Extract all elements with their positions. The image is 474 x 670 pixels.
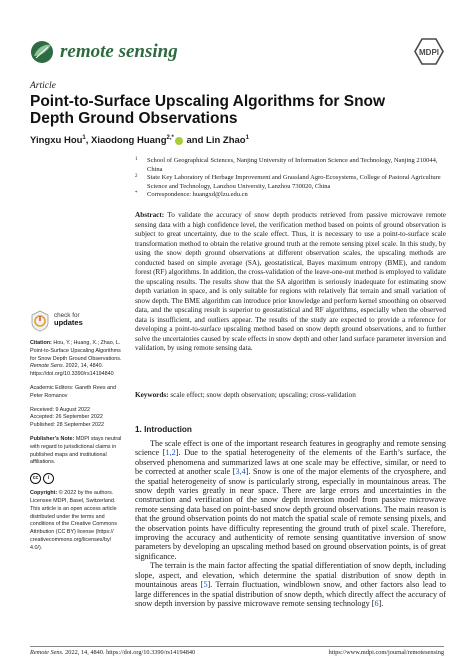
editors-text: Gareth Rees and Peter Romanov xyxy=(30,384,117,399)
paragraph-text: ]. xyxy=(378,598,384,608)
author-sep: , xyxy=(85,135,92,147)
check-updates-line2: updates xyxy=(54,318,83,327)
copyright-block xyxy=(30,490,122,552)
orcid-icon[interactable] xyxy=(175,137,183,145)
author-sep: and xyxy=(183,135,207,147)
footer-journal: Remote Sens. xyxy=(30,649,64,656)
paragraph-text: The scale effect is one of the important research features in geography and remote sensing science [ xyxy=(135,439,446,458)
publisher-note-label: Publisher’s Note: xyxy=(30,435,75,442)
author-name[interactable]: Xiaodong Huang xyxy=(91,135,167,147)
copyright-text: © 2022 by the authors. Licensee MDPI, Basel, Switzerland. This article is an open access article distributed under the terms and conditions of the Creative Commons Attribution (CC BY) license (https:// creativecommons.org/licenses/by/ 4.0/). xyxy=(30,490,117,551)
affiliations xyxy=(135,157,445,200)
affiliation-text: School of Geographical Sciences, Nanjing University of Information Science and Technology, Nanjing 210044, China xyxy=(147,157,438,173)
article-title: Point-to-Surface Upscaling Algorithms for Snow Depth Ground Observations xyxy=(30,93,386,127)
paragraph xyxy=(135,439,446,561)
citation-journal: Remote Sens. xyxy=(30,363,65,370)
paragraph-text: ]. Snow is one of the major elements of the cryosphere, and the spatial heterogeneity of snow is particularly strong, especially in mountainous areas. The snow depth varies greatly in near space. There are large errors and uncertainties in the construction and verification of the snow depth inversion model from passive microwave remote sensing data based on point-based snow depth ground observations. The main reason is that the ground observation points do not match the spatial scale of remote sensing pixels, and the observation points have difficulty representing the ground truth of pixel scale. Therefore, improving the accuracy and authenticity of remote sensing quantitative inversion of snow parameters by developing an upscaling method based on ground observation points, is of great significance. xyxy=(135,467,446,561)
check-updates-icon xyxy=(30,310,50,332)
affiliation-text: State Key Laboratory of Herbage Improvement and Grassland Agro-Ecosystems, College of Pastoral Agriculture Science and Technology, Lanzhou University, Lanzhou 730020, China xyxy=(147,174,441,190)
citation-link[interactable]: 5 xyxy=(203,580,208,590)
citation-label: Citation: xyxy=(30,340,52,346)
editors-label: Academic Editors: xyxy=(30,384,74,391)
abstract-label: Abstract: xyxy=(135,211,165,219)
citation-text: Hou, Y.; Huang, X.; Zhao, L. Point-to-Surface Upscaling Algorithms for Snow Depth Ground Observations. xyxy=(30,340,122,362)
check-updates-line1: check for xyxy=(54,312,80,319)
publisher-note xyxy=(30,436,122,467)
citation-block xyxy=(30,340,122,379)
affiliation-item xyxy=(135,157,445,174)
article-type: Article xyxy=(30,81,56,91)
editors-block xyxy=(30,385,122,401)
affiliation-number: * xyxy=(135,191,138,197)
citation-doi[interactable]: 2022, 14, 4840. https://doi.org/10.3390/rs14194840 xyxy=(30,363,114,378)
affiliation-number: 2 xyxy=(135,174,138,180)
section-heading-introduction: 1. Introduction xyxy=(135,425,192,434)
abstract xyxy=(135,211,446,354)
mdpi-logo-text: MDPI xyxy=(419,48,439,57)
citation-link[interactable]: 1,2 xyxy=(165,448,176,458)
received-date: Received: 9 August 2022 xyxy=(30,406,90,413)
journal-name: remote sensing xyxy=(60,41,178,62)
footer-citation xyxy=(30,649,195,656)
published-date: Published: 28 September 2022 xyxy=(30,422,105,429)
accepted-date: Accepted: 26 September 2022 xyxy=(30,414,103,421)
check-for-updates-button[interactable] xyxy=(30,308,110,336)
introduction-body xyxy=(135,439,446,608)
paragraph-text: ]. Terrain fluctuation, windblown snow, and other factors also lead to large differences in the spatial distribution of snow depth, which directly affect the accuracy of snow depth inversion by passive microwave remote sensing technology [ xyxy=(135,580,446,608)
copyright-label: Copyright: xyxy=(30,490,58,497)
footer-journal-url[interactable]: https://www.mdpi.com/journal/remotesensing xyxy=(328,649,444,656)
paragraph-text: The terrain is the main factor affecting the spatial differentiation of snow depth, including slope, aspect, and elevation, which determine the spatial distribution of snow depth in mountainous areas [ xyxy=(135,561,446,590)
footer-divider xyxy=(30,646,444,647)
paragraph-text: ]. Due to the spatial heterogeneity of the elements of the Earth’s surface, the observed phenomena and summarized laws at one scale may be effective, similar, or need to be corrected at another scale [ xyxy=(135,448,446,477)
keywords-label: Keywords: xyxy=(135,391,169,399)
author-sup: 2,* xyxy=(166,135,174,141)
dates-block xyxy=(30,407,122,430)
cc-license-badge[interactable] xyxy=(30,473,60,484)
affiliation-item xyxy=(135,174,445,191)
author-name[interactable]: Lin Zhao xyxy=(206,135,246,147)
keywords-text: scale effect; snow depth observation; upscaling; cross-validation xyxy=(170,391,356,399)
attribution-by-icon: i xyxy=(43,473,54,484)
author-sup: 1 xyxy=(245,135,249,141)
check-updates-label xyxy=(54,312,83,326)
abstract-text: To validate the accuracy of snow depth products retrieved from passive microwave remote sensing data with a high confidence level, the verification method based on points of ground observation is subject to great uncertainty, due to the scale effect. Thus, it is necessary to use a point-to-surface scale transformation method to obtain the relative ground truth at the remote sensing pixel scale. In this study, by using the snow depth ground observations at different observation scales, the upscaling methods are conducted based on simple average (SA), geostatistical, Bayes maximum entropy (BME), and random forest (RF) algorithms. In addition, the cross-validation of the leave-one-out method is employed to validate the upscaling results. The results show that the SA algorithm is seriously inadequate for estimating snow depth variation in space, and is only suitable for regions with relatively flat terrain and small variation of snow depth. The BME algorithm can introduce prior knowledge and perform kernel smoothing on observed data, and the upscaling result is superior to geostatistical and RF algorithms, especially when the observed data is insufficient, and outliers appear. The results of the study are expected to provide a reference for developing a point-to-surface upscaling method based on snow depth ground observations, and to further solve the uncertainties caused by scale effects in snow depth and other land surface parameter inversion and validation, by using remote sensing data. xyxy=(135,211,447,352)
author-list xyxy=(30,135,249,146)
author-sup: 1 xyxy=(82,135,86,141)
correspondence-email[interactable]: Correspondence: huangxd@lzu.edu.cn xyxy=(147,191,248,199)
affiliation-number: 1 xyxy=(135,157,138,162)
mdpi-hexagon-logo-icon xyxy=(414,38,444,65)
affiliation-item xyxy=(135,191,445,200)
creative-commons-icon: cc xyxy=(30,473,41,484)
keywords xyxy=(135,391,446,401)
footer-doi[interactable]: 2022, 14, 4840. https://doi.org/10.3390/rs14194840 xyxy=(65,649,196,656)
author-name[interactable]: Yingxu Hou xyxy=(30,135,83,147)
publisher-note-text: MDPI stays neutral with regard to jurisdictional claims in published maps and institutional affiliations. xyxy=(30,435,122,466)
leaf-globe-logo-icon xyxy=(30,40,54,64)
paragraph xyxy=(135,561,446,608)
article-sidebar xyxy=(30,340,122,559)
citation-link[interactable]: 6 xyxy=(374,598,379,608)
citation-link[interactable]: 3,4 xyxy=(235,467,246,477)
